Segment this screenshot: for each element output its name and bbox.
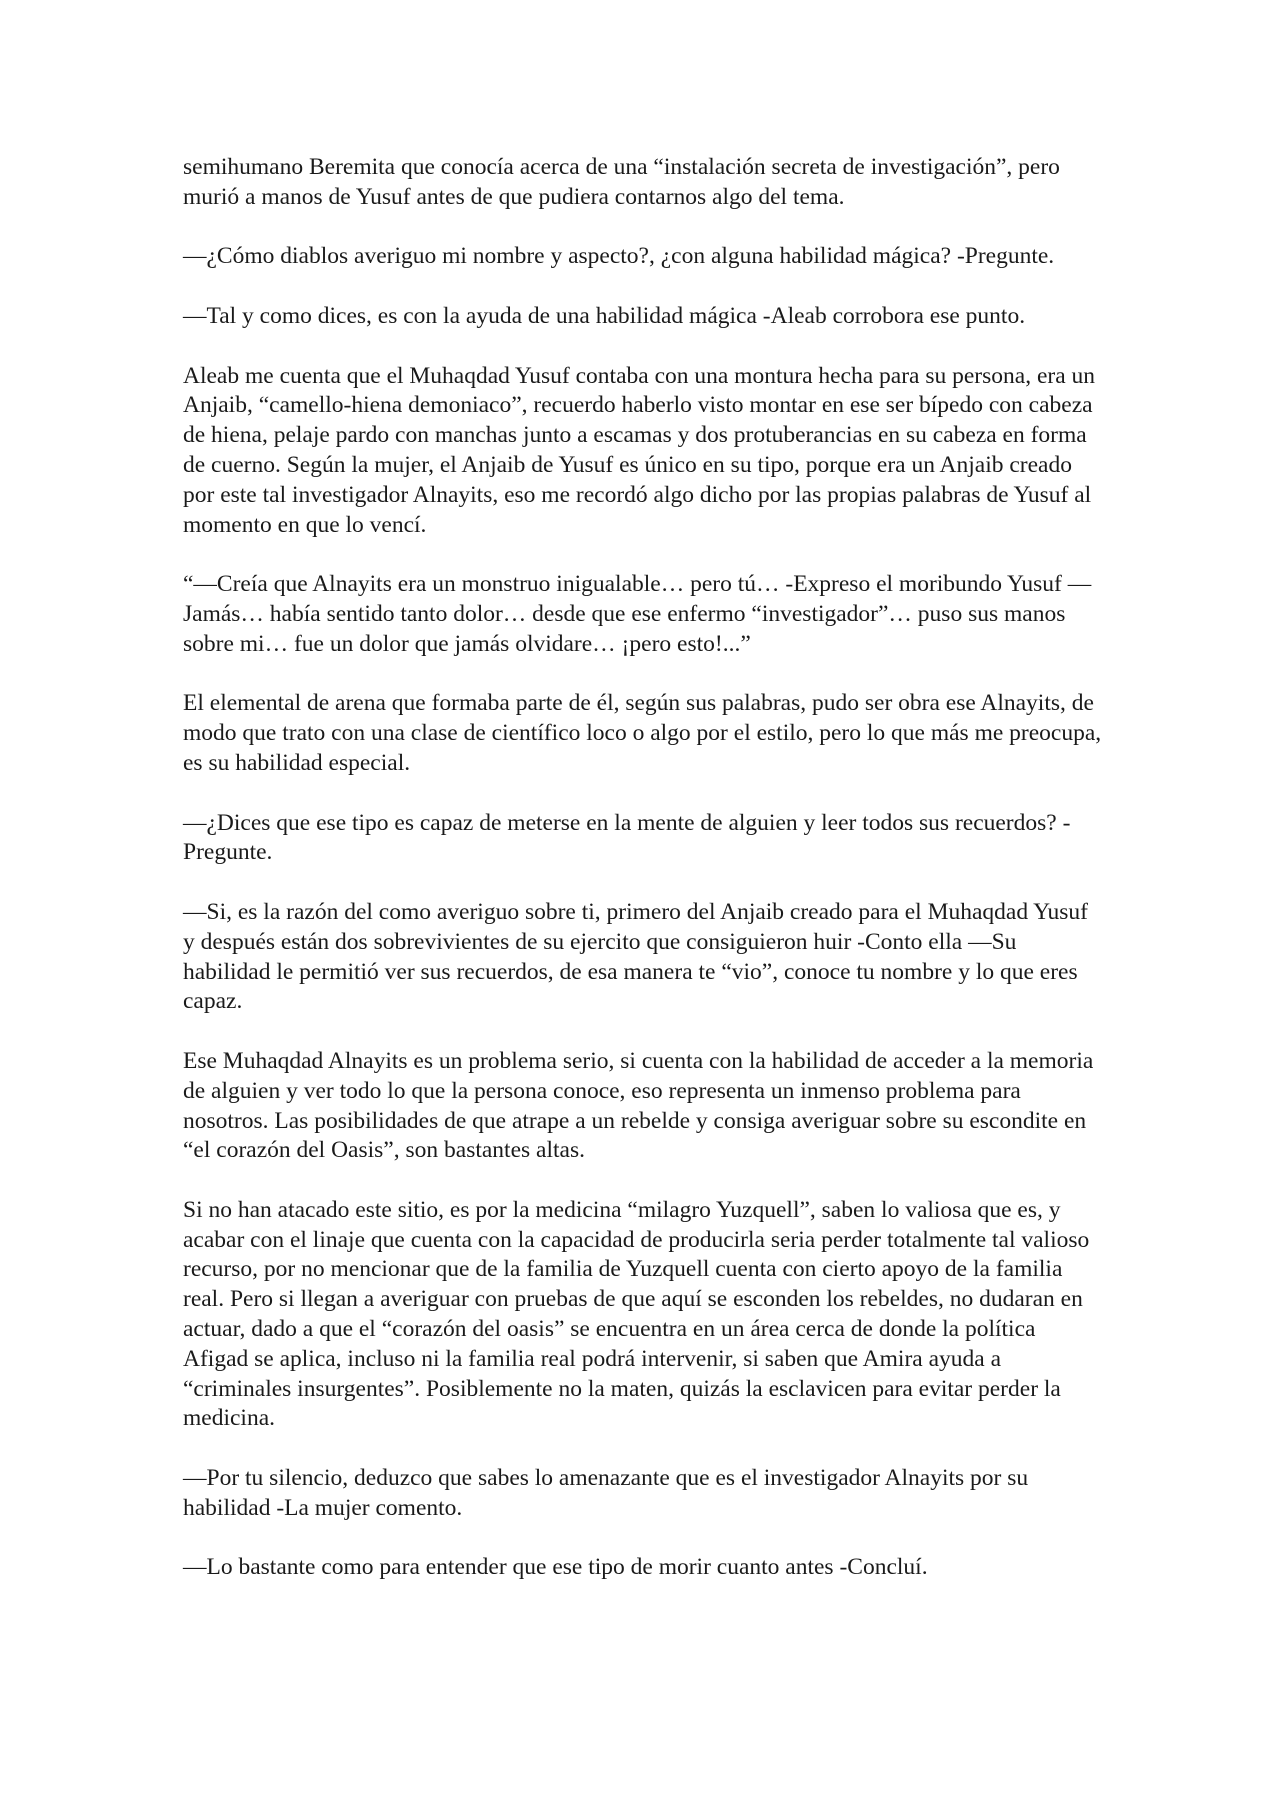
document-page — [183, 153, 1103, 1613]
paragraph: —Si, es la razón del como averiguo sobre ti, primero del Anjaib creado para el Muhaqdad Yusuf y después están dos sobrevivientes de su ejercito que consiguieron huir -Conto ella —Su habilidad le permitió ver sus recuerdos, de esa manera te “vio”, conoce tu nombre y lo que eres capaz. — [183, 898, 1088, 1015]
paragraph: semihumano Beremita que conocía acerca de una “instalación secreta de investigación”, pero murió a manos de Yusuf antes de que pudiera contarnos algo del tema. — [183, 154, 1060, 210]
paragraph: Si no han atacado este sitio, es por la medicina “milagro Yuzquell”, saben lo valiosa que es, y acabar con el linaje que cuenta con la capacidad de producirla seria perder totalmente tal valioso recurso, por no mencionar que de la familia de Yuzquell cuenta con cierto apoyo de la familia real. Pero si llegan a averiguar con pruebas de que aquí se esconden los rebeldes, no dudaran en actuar, dado a que el “corazón del oasis” se encuentra en un área cerca de donde la política Afigad se aplica, incluso ni la familia real podrá intervenir, si saben que Amira ayuda a “criminales insurgentes”. Posiblemente no la maten, quizás la esclavicen para evitar perder la medicina. — [183, 1196, 1090, 1432]
paragraph: —Tal y como dices, es con la ayuda de una habilidad mágica -Aleab corrobora ese punto. — [183, 302, 1026, 329]
paragraph: “—Creía que Alnayits era un monstruo inigualable… pero tú… -Expreso el moribundo Yusuf —Jamás… había sentido tanto dolor… desde que ese enfermo “investigador”… puso sus manos sobre mi… fue un dolor que jamás olvidare… ¡pero esto!...” — [183, 571, 1092, 657]
paragraph: —¿Cómo diablos averiguo mi nombre y aspecto?, ¿con alguna habilidad mágica? -Pregunte. — [183, 243, 1055, 270]
paragraph: —Por tu silencio, deduzco que sabes lo amenazante que es el investigador Alnayits por su habilidad -La mujer comento. — [183, 1465, 1029, 1521]
paragraph: Aleab me cuenta que el Muhaqdad Yusuf contaba con una montura hecha para su persona, era un Anjaib, “camello-hiena demoniaco”, recuerdo haberlo visto montar en ese ser bípedo con cabeza de hiena, pelaje pardo con manchas junto a escamas y dos protuberancias en su cabeza en forma de cuerno. Según la mujer, el Anjaib de Yusuf es único en su tipo, porque era un Anjaib creado por este tal investigador Alnayits, eso me recordó algo dicho por las propias palabras de Yusuf al momento en que lo vencí. — [183, 362, 1096, 538]
paragraph: —¿Dices que ese tipo es capaz de meterse en la mente de alguien y leer todos sus recuerdos? -Pregunte. — [183, 809, 1071, 866]
paragraph: —Lo bastante como para entender que ese tipo de morir cuanto antes -Concluí. — [183, 1554, 928, 1581]
paragraph: El elemental de arena que formaba parte de él, según sus palabras, pudo ser obra ese Alnayits, de modo que trato con una clase de científico loco o algo por el estilo, pero lo que más me preocupa, es su habilidad especial. — [183, 690, 1102, 776]
paragraph: Ese Muhaqdad Alnayits es un problema serio, si cuenta con la habilidad de acceder a la memoria de alguien y ver todo lo que la persona conoce, eso representa un inmenso problema para nosotros. Las posibilidades de que atrape a un rebelde y consiga averiguar sobre su escondite en “el corazón del Oasis”, son bastantes altas. — [183, 1047, 1094, 1164]
